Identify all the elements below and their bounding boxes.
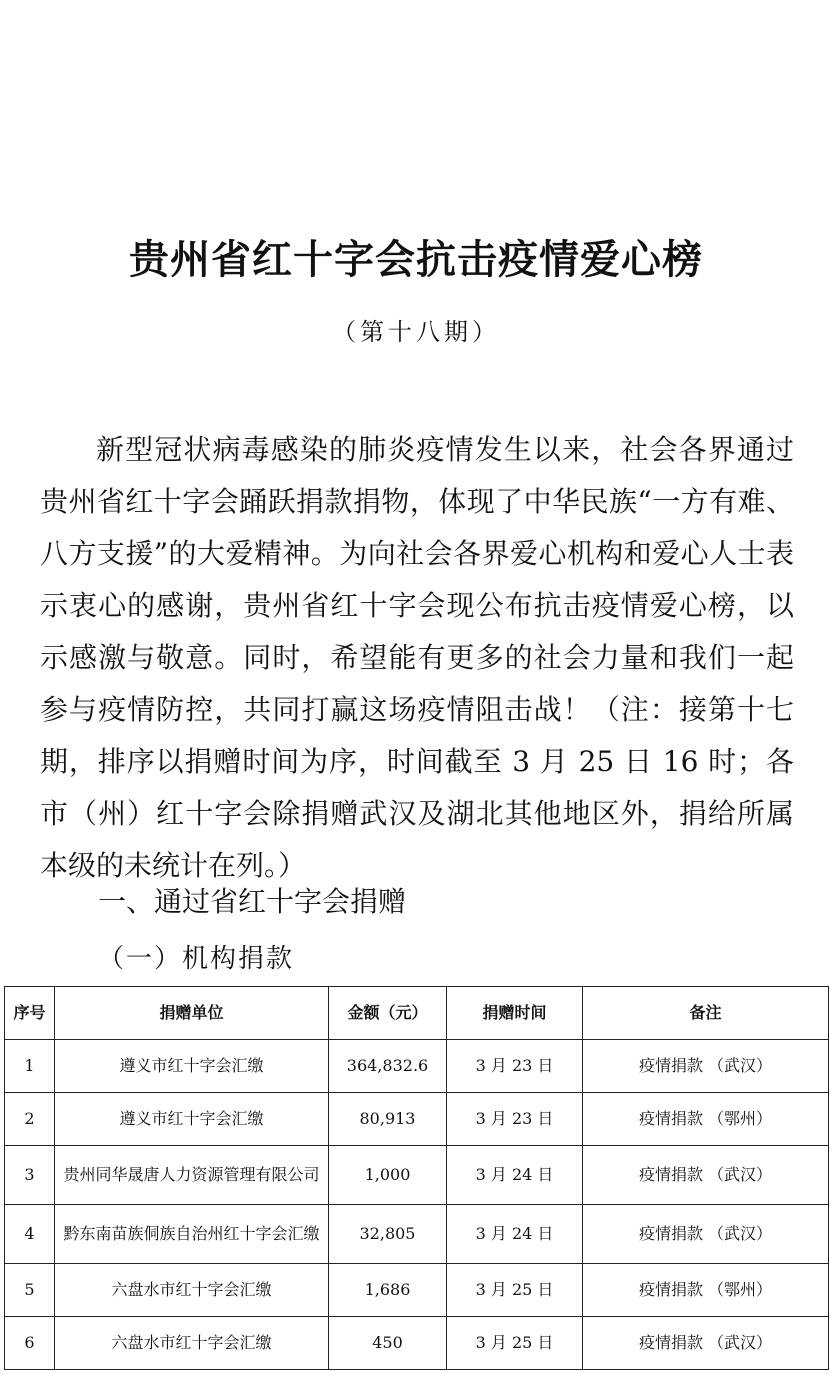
- cell-note: 疫情捐款 （武汉）: [583, 1205, 829, 1264]
- table-row: [5, 1264, 829, 1317]
- cell-amount: 80,913: [329, 1093, 447, 1146]
- cell-index: 3: [5, 1146, 55, 1205]
- header-amount: 金额（元）: [329, 987, 447, 1040]
- cell-amount: 32,805: [329, 1205, 447, 1264]
- cell-date: 3 月 23 日: [447, 1040, 583, 1093]
- table-row: [5, 1093, 829, 1146]
- intro-paragraph: 新型冠状病毒感染的肺炎疫情发生以来，社会各界通过贵州省红十字会踊跃捐款捐物，体现了中华民族“一方有难、八方支援”的大爱精神。为向社会各界爱心机构和爱心人士表示衷心的感谢，贵州省红十字会现公布抗击疫情爱心榜，以示感激与敬意。同时，希望能有更多的社会力量和我们一起参与疫情防控，共同打赢这场疫情阻击战！（注：接第十七期，排序以捐赠时间为序，时间截至 3 月 25 日 16 时；各市（州）红十字会除捐赠武汉及湖北其他地区外，捐给所属本级的未统计在列。）: [40, 433, 794, 882]
- cell-date: 3 月 25 日: [447, 1264, 583, 1317]
- table-row: [5, 1040, 829, 1093]
- cell-index: 2: [5, 1093, 55, 1146]
- cell-donor: 六盘水市红十字会汇缴: [55, 1264, 329, 1317]
- cell-donor: 黔东南苗族侗族自治州红十字会汇缴: [55, 1205, 329, 1264]
- cell-donor: 遵义市红十字会汇缴: [55, 1040, 329, 1093]
- cell-index: 1: [5, 1040, 55, 1093]
- document-title: 贵州省红十字会抗击疫情爱心榜: [129, 237, 703, 283]
- cell-index: 4: [5, 1205, 55, 1264]
- cell-donor: 遵义市红十字会汇缴: [55, 1093, 329, 1146]
- cell-index: 6: [5, 1317, 55, 1370]
- table-row: [5, 1205, 829, 1264]
- cell-note: 疫情捐款 （鄂州）: [583, 1093, 829, 1146]
- cell-date: 3 月 24 日: [447, 1205, 583, 1264]
- header-note: 备注: [583, 987, 829, 1040]
- cell-date: 3 月 23 日: [447, 1093, 583, 1146]
- cell-amount: 1,686: [329, 1264, 447, 1317]
- header-date: 捐赠时间: [447, 987, 583, 1040]
- subsection-heading: （一）机构捐款: [98, 944, 295, 974]
- cell-amount: 450: [329, 1317, 447, 1370]
- table-row: [5, 1317, 829, 1370]
- cell-note: 疫情捐款 （武汉）: [583, 1146, 829, 1205]
- cell-donor: 六盘水市红十字会汇缴: [55, 1317, 329, 1370]
- table-row: [5, 1146, 829, 1205]
- cell-date: 3 月 25 日: [447, 1317, 583, 1370]
- cell-donor: 贵州同华晟唐人力资源管理有限公司: [55, 1146, 329, 1205]
- cell-note: 疫情捐款 （武汉）: [583, 1317, 829, 1370]
- cell-amount: 1,000: [329, 1146, 447, 1205]
- section-heading: 一、通过省红十字会捐赠: [98, 885, 407, 918]
- table-header-row: [5, 987, 829, 1040]
- header-donor: 捐赠单位: [55, 987, 329, 1040]
- cell-amount: 364,832.6: [329, 1040, 447, 1093]
- donation-table: [4, 986, 829, 1370]
- header-index: 序号: [5, 987, 55, 1040]
- cell-date: 3 月 24 日: [447, 1146, 583, 1205]
- cell-note: 疫情捐款 （鄂州）: [583, 1264, 829, 1317]
- cell-note: 疫情捐款 （武汉）: [583, 1040, 829, 1093]
- issue-number: （第十八期）: [332, 318, 500, 346]
- cell-index: 5: [5, 1264, 55, 1317]
- intro-paragraph-block: [40, 424, 794, 892]
